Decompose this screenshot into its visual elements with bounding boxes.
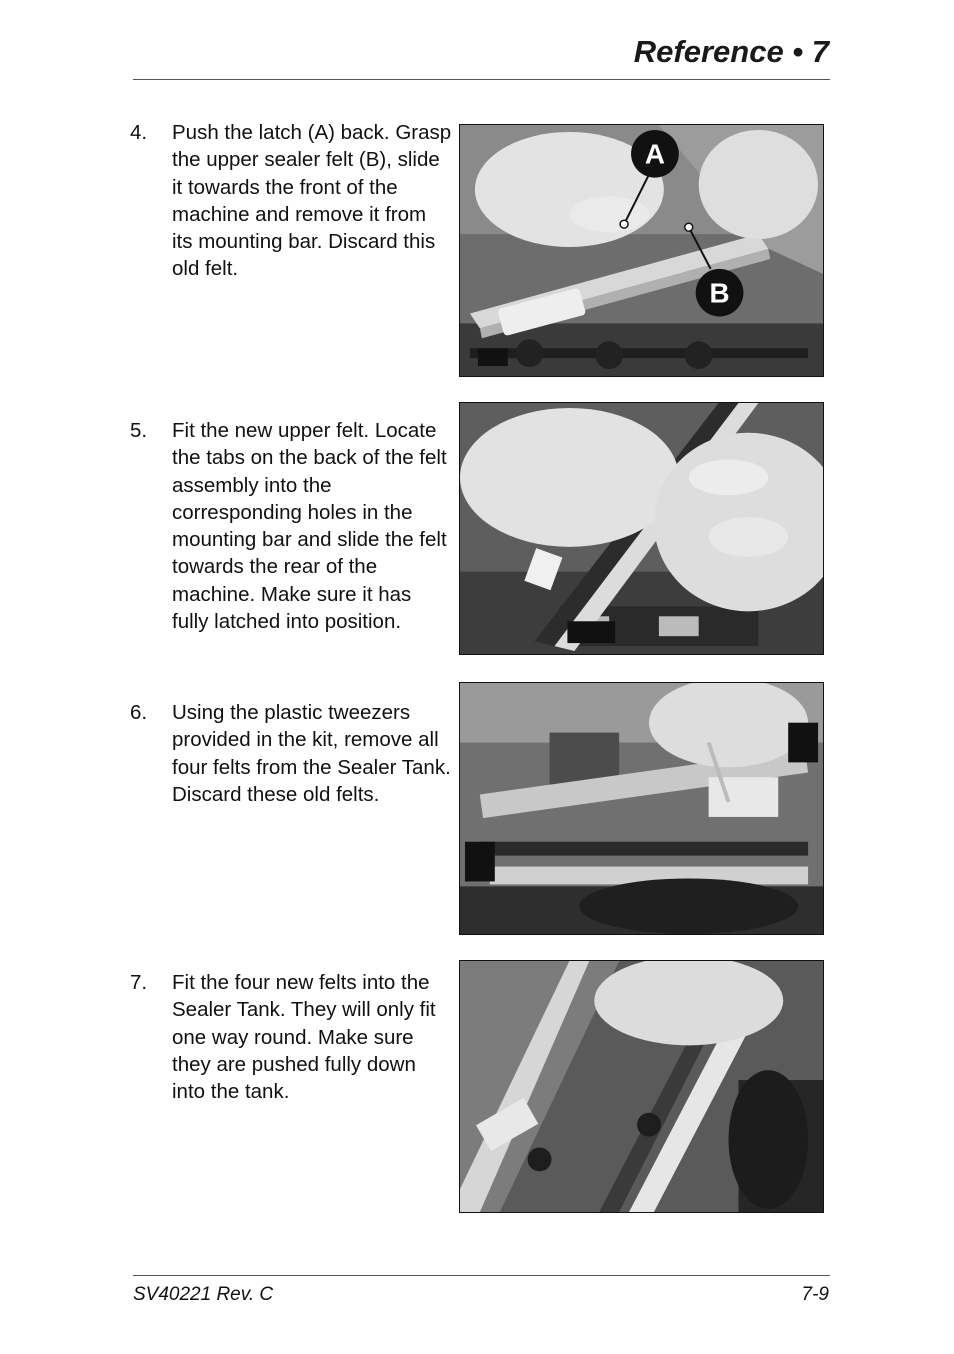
step-text: Fit the four new felts into the Sealer Tank. They will only fit one way round. Make sure they are pushed fully down into the tank. xyxy=(172,971,436,1104)
step-text: Push the latch (A) back. Grasp the upper sealer felt (B), slide it towards the front of the machine and remove it from its mounting bar. Discard this old felt. xyxy=(172,121,452,281)
photo-fit-tank-felts xyxy=(459,960,824,1213)
callout-b: B xyxy=(709,277,730,309)
footer-rule xyxy=(133,1275,830,1276)
header-rule xyxy=(133,79,830,80)
step-text: Using the plastic tweezers provided in the kit, remove all four felts from the Sealer Tank. Discard these old felts. xyxy=(172,701,451,806)
photo-remove-tank-felts xyxy=(459,682,824,935)
document-id: SV40221 Rev. C xyxy=(133,1284,274,1305)
step-number: 4. xyxy=(130,121,148,144)
step-text: Fit the new upper felt. Locate the tabs on the back of the felt assembly into the corresponding holes in the mounting bar and slide the felt towards the rear of the machine. Make sure it has fully latched into position. xyxy=(172,419,447,634)
page-title: Reference • 7 xyxy=(633,34,829,69)
step-number: 5. xyxy=(130,419,148,442)
photo-remove-upper-felt xyxy=(459,124,824,377)
page-number: 7-9 xyxy=(801,1284,829,1305)
step-number: 7. xyxy=(130,971,148,994)
callout-a: A xyxy=(644,138,665,170)
photo-fit-upper-felt xyxy=(459,402,824,655)
step-number: 6. xyxy=(130,701,148,724)
